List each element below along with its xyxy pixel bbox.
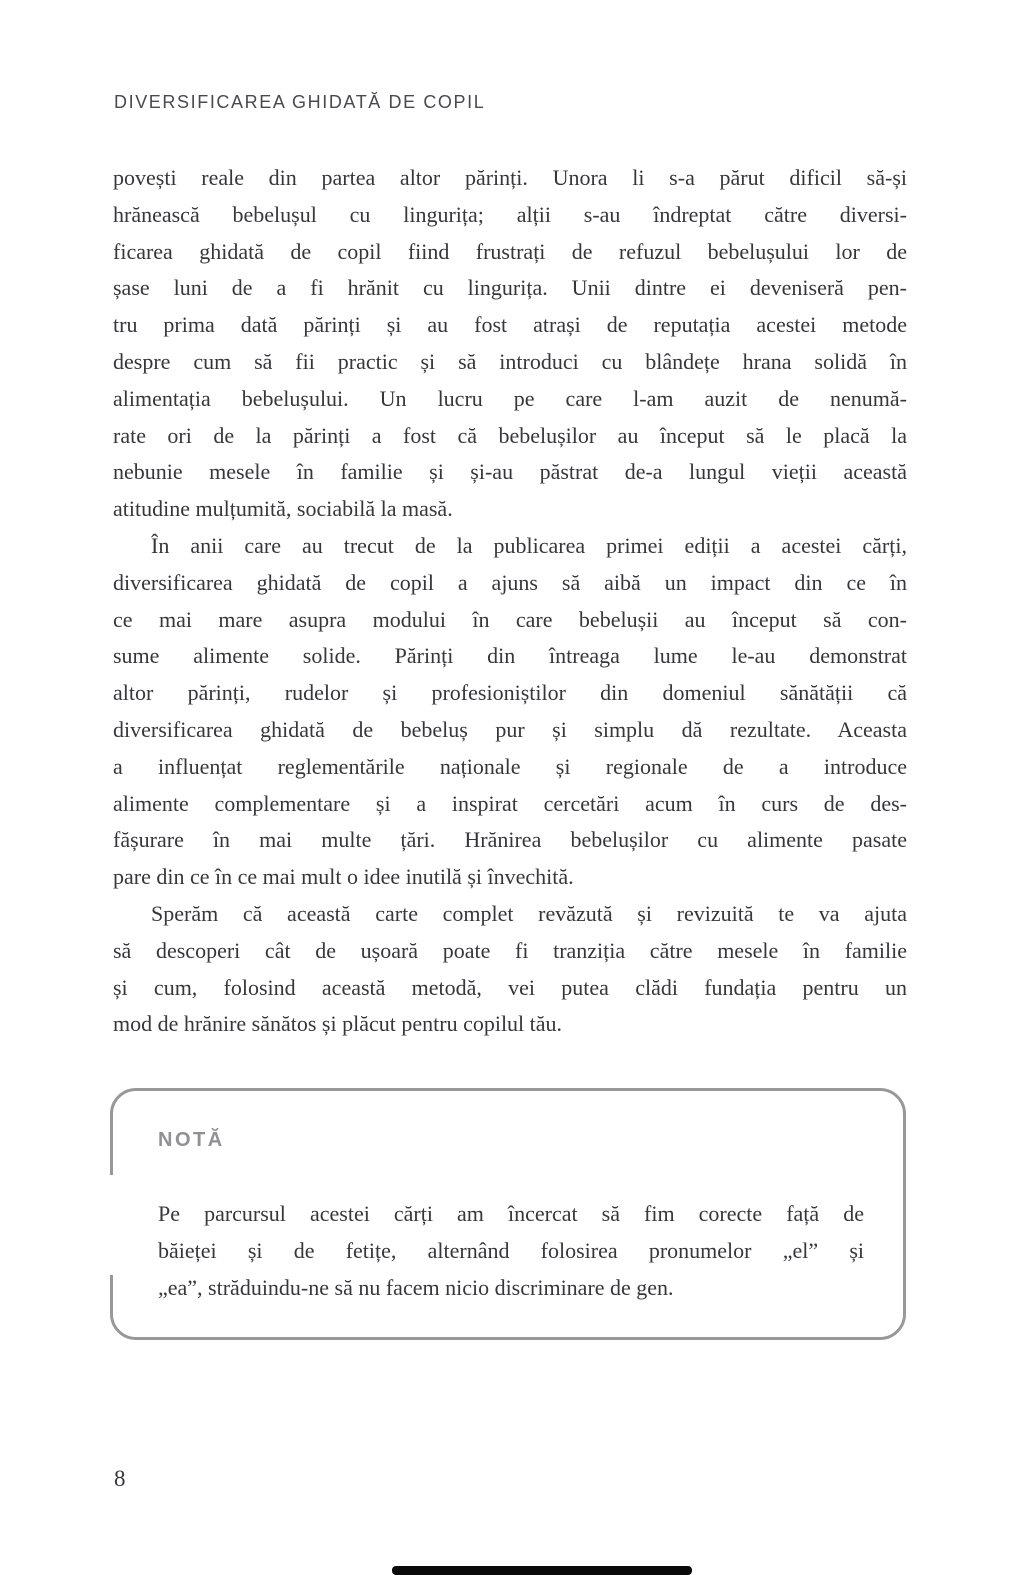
note-body <box>158 1195 864 1306</box>
body-text <box>113 160 907 1043</box>
text-line: băieței și de fetițe, alternând folosirea pronumelor „el” și <box>158 1238 864 1263</box>
text-line: să descoperi cât de ușoară poate fi tranziția către mesele în familie <box>113 937 907 963</box>
running-head: DIVERSIFICAREA GHIDATĂ DE COPIL <box>114 92 486 112</box>
text-line: hrănească bebelușul cu lingurița; alții s-au îndreptat către diversi- <box>113 201 907 227</box>
text-line: despre cum să fii practic și să introduci cu blândețe hrana solidă în <box>113 348 907 374</box>
paragraph <box>158 1195 864 1306</box>
note-title: NOTĂ <box>158 1129 225 1151</box>
text-line: sume alimente solide. Părinți din întreaga lume le-au demonstrat <box>113 643 907 669</box>
paragraph <box>113 528 907 896</box>
home-indicator-bar <box>392 1566 692 1575</box>
note-box <box>110 1088 906 1340</box>
text-line: alimente complementare și a inspirat cercetări acum în curs de des- <box>113 790 907 816</box>
paragraph <box>113 896 907 1043</box>
text-line: mod de hrănire sănătos și plăcut pentru copilul tău. <box>113 1011 563 1037</box>
text-line: pare din ce în ce mai mult o idee inutilă și învechită. <box>113 864 574 890</box>
text-line: rate ori de la părinți a fost că bebelușilor au început să le placă la <box>113 422 907 448</box>
text-line: altor părinți, rudelor și profesioniștilor din domeniul sănătății că <box>113 680 907 706</box>
text-line: diversificarea ghidată de bebeluș pur și simplu dă rezultate. Aceasta <box>113 716 907 742</box>
text-line: a influențat reglementările naționale și regionale de a introduce <box>113 753 907 779</box>
text-line: Pe parcursul acestei cărți am încercat să fim corecte față de <box>158 1201 864 1226</box>
text-line: „ea”, străduindu-ne să nu facem nicio discriminare de gen. <box>158 1275 674 1300</box>
text-line: ce mai mare asupra modului în care bebelușii au început să con- <box>113 606 907 632</box>
text-line: Sperăm că această carte complet revăzută și revizuită te va ajuta <box>151 900 907 926</box>
text-line: În anii care au trecut de la publicarea primei ediții a acestei cărți, <box>151 532 907 558</box>
text-line: nebunie mesele în familie și și-au păstrat de-a lungul vieții această <box>113 459 907 485</box>
text-line: tru prima dată părinți și au fost atrași de reputația acestei metode <box>113 312 907 338</box>
page-number: 8 <box>114 1466 126 1491</box>
text-line: atitudine mulțumită, sociabilă la masă. <box>113 496 453 522</box>
text-line: povești reale din partea altor părinți. Unora li s-a părut dificil să-și <box>113 165 907 190</box>
text-line: diversificarea ghidată de copil a ajuns să aibă un impact din ce în <box>113 569 907 595</box>
text-line: și cum, folosind această metodă, vei putea clădi fundația pentru un <box>113 974 907 1000</box>
text-line: șase luni de a fi hrănit cu lingurița. Unii dintre ei deveniseră pen- <box>113 275 907 301</box>
text-line: fășurare în mai multe țări. Hrănirea bebelușilor cu alimente pasate <box>113 827 907 853</box>
paragraph <box>113 160 907 528</box>
text-line: alimentația bebelușului. Un lucru pe care l-am auzit de nenumă- <box>113 385 907 411</box>
text-line: ficarea ghidată de copil fiind frustrați de refuzul bebelușului lor de <box>113 238 907 264</box>
